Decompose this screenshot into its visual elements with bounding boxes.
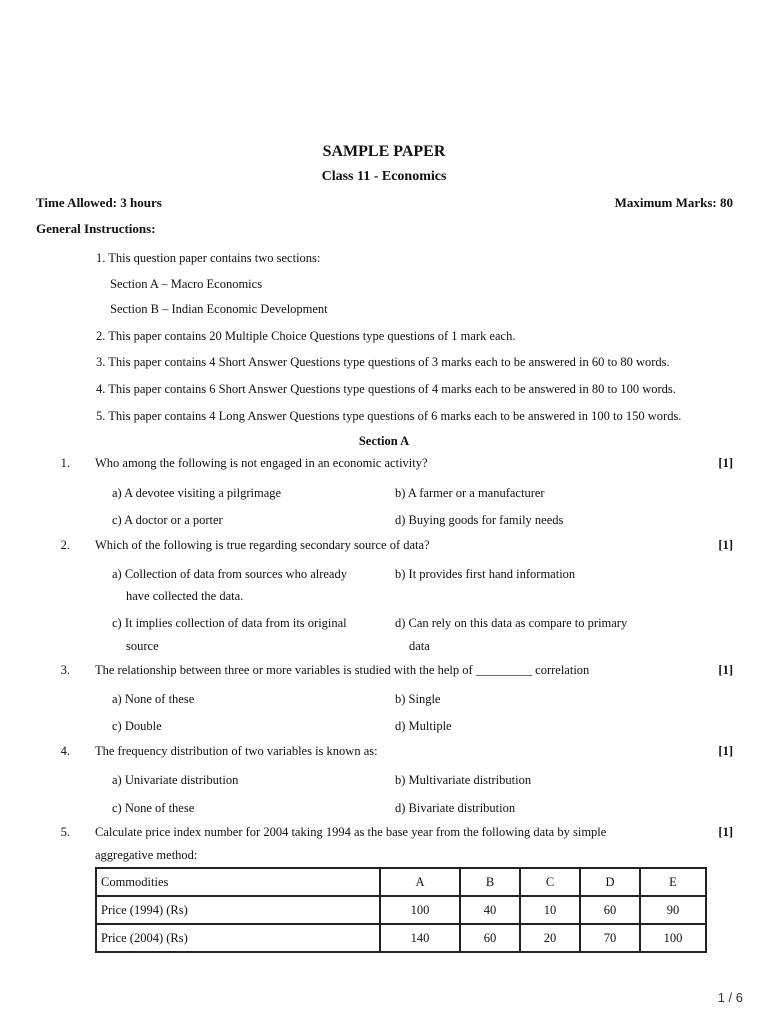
question-2-option-b: b) It provides first hand information <box>395 567 576 581</box>
maximum-marks: Maximum Marks: 80 <box>614 195 733 210</box>
question-2-text: Which of the following is true regarding secondary source of data? <box>95 538 430 552</box>
question-1-option-c: c) A doctor or a porter <box>112 513 223 527</box>
question-2-option-a: a) Collection of data from sources who already <box>112 567 347 581</box>
table-cell: 70 <box>580 924 640 952</box>
question-5-number: 5. <box>60 825 70 839</box>
question-4-text: The frequency distribution of two variables is known as: <box>95 744 378 758</box>
question-3-option-a: a) None of these <box>112 692 195 706</box>
question-5-text-cont: aggregative method: <box>95 848 198 862</box>
table-cell: 90 <box>640 896 706 924</box>
table-cell: 100 <box>640 924 706 952</box>
question-2-option-d-cont: data <box>409 639 430 653</box>
table-cell: B <box>460 868 520 896</box>
question-1-option-b: b) A farmer or a manufacturer <box>395 486 545 500</box>
table-row <box>96 896 706 924</box>
question-3-text: The relationship between three or more variables is studied with the help of _________ correlation <box>95 663 590 677</box>
page-subtitle: Class 11 - Economics <box>321 169 447 184</box>
time-allowed: Time Allowed: 3 hours <box>36 195 162 210</box>
table-cell: 60 <box>460 924 520 952</box>
question-2-option-a-cont: have collected the data. <box>126 589 244 603</box>
instruction-5: 5. This paper contains 4 Long Answer Questions type questions of 6 marks each to be answered in 100 to 150 words. <box>96 409 682 423</box>
question-1-number: 1. <box>60 456 70 470</box>
question-2-number: 2. <box>60 538 70 552</box>
table-cell: 20 <box>520 924 580 952</box>
question-3-marks: [1] <box>718 663 733 677</box>
table-cell: 40 <box>460 896 520 924</box>
table-cell: C <box>520 868 580 896</box>
question-5-text: Calculate price index number for 2004 taking 1994 as the base year from the following data by simple <box>95 825 607 839</box>
table-cell: E <box>640 868 706 896</box>
question-2-option-d: d) Can rely on this data as compare to primary <box>395 616 628 630</box>
question-5-marks: [1] <box>718 825 733 839</box>
page-title: SAMPLE PAPER <box>322 143 446 160</box>
instruction-4: 4. This paper contains 6 Short Answer Questions type questions of 4 marks each to be answered in 80 to 100 words. <box>96 382 676 396</box>
question-4-option-b: b) Multivariate distribution <box>395 773 532 787</box>
question-2-marks: [1] <box>718 538 733 552</box>
question-2-option-c-cont: source <box>126 639 159 653</box>
table-cell: D <box>580 868 640 896</box>
table-cell: 60 <box>580 896 640 924</box>
instruction-1: 1. This question paper contains two sections: <box>96 251 321 265</box>
table-row <box>96 924 706 952</box>
table-cell: 10 <box>520 896 580 924</box>
table-cell: 140 <box>380 924 460 952</box>
question-3-number: 3. <box>60 663 70 677</box>
question-1-option-d: d) Buying goods for family needs <box>395 513 564 527</box>
question-1-marks: [1] <box>718 456 733 470</box>
question-4-option-d: d) Bivariate distribution <box>395 801 516 815</box>
price-data-table <box>95 867 707 953</box>
table-cell: Price (1994) (Rs) <box>96 896 380 924</box>
question-4-option-a: a) Univariate distribution <box>112 773 239 787</box>
section-a-heading: Section A <box>358 434 410 448</box>
question-4-option-c: c) None of these <box>112 801 195 815</box>
question-3-option-d: d) Multiple <box>395 719 452 733</box>
instruction-1-section-b: Section B – Indian Economic Development <box>110 302 328 316</box>
question-2-option-c: c) It implies collection of data from its original <box>112 616 347 630</box>
table-cell: Commodities <box>96 868 380 896</box>
table-cell: A <box>380 868 460 896</box>
page-number: 1 / 6 <box>717 990 743 1005</box>
general-instructions-heading: General Instructions: <box>36 221 156 236</box>
table-cell: 100 <box>380 896 460 924</box>
instruction-3: 3. This paper contains 4 Short Answer Questions type questions of 3 marks each to be answered in 60 to 80 words. <box>96 355 670 369</box>
question-1-text: Who among the following is not engaged in an economic activity? <box>95 456 428 470</box>
question-1-option-a: a) A devotee visiting a pilgrimage <box>112 486 282 500</box>
question-3-option-b: b) Single <box>395 692 441 706</box>
question-3-option-c: c) Double <box>112 719 162 733</box>
question-4-marks: [1] <box>718 744 733 758</box>
instruction-2: 2. This paper contains 20 Multiple Choice Questions type questions of 1 mark each. <box>96 329 516 343</box>
table-header-row <box>96 868 706 896</box>
instruction-1-section-a: Section A – Macro Economics <box>110 277 263 291</box>
table-cell: Price (2004) (Rs) <box>96 924 380 952</box>
question-4-number: 4. <box>60 744 70 758</box>
